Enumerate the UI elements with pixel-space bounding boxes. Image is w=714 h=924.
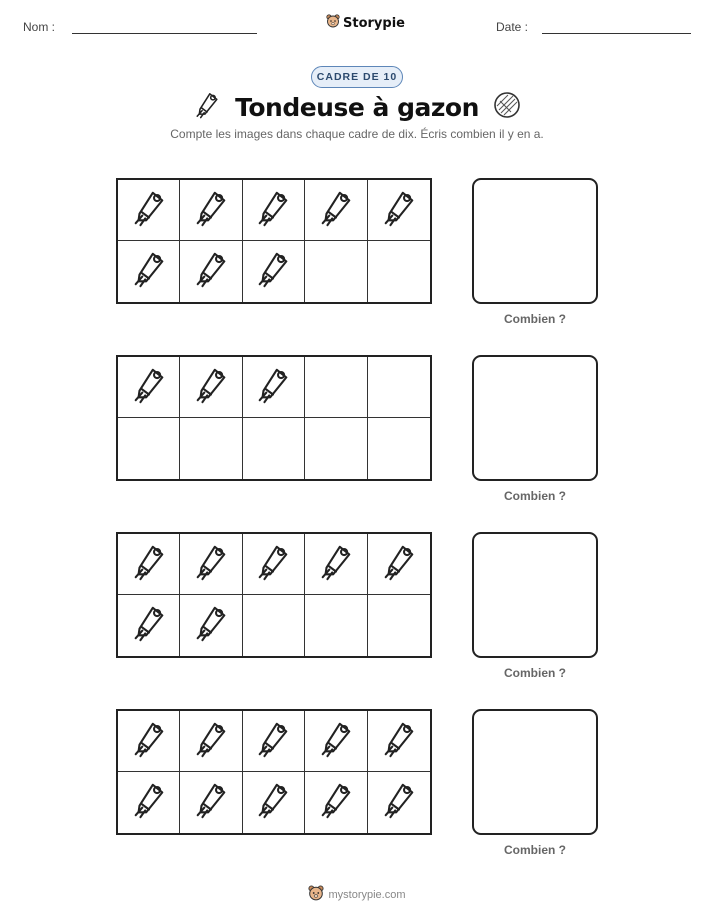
frame-cell [118,711,180,772]
frame-cell [118,357,180,418]
mower-icon [192,189,230,232]
frame-cell [243,534,305,595]
frame-cell [180,772,242,833]
name-label: Nom : [23,20,56,34]
frame-cell [368,241,430,302]
mower-icon [130,189,168,232]
grass-ball-icon [493,91,521,124]
mower-icon [317,543,355,586]
frame-cell [243,711,305,772]
frame-cell [368,595,430,656]
frame-cell [180,418,242,479]
page-title: Tondeuse à gazon [235,93,479,122]
frame-cell [118,180,180,241]
mower-icon [130,781,168,824]
footer [0,885,714,904]
mower-icon [254,250,292,293]
answer-prompt: Combien ? [504,489,566,503]
frame-cell [305,418,367,479]
mower-icon [192,543,230,586]
answer-prompt: Combien ? [504,312,566,326]
mower-icon [193,90,221,125]
frame-cell [180,241,242,302]
mower-icon [192,720,230,763]
frame-cell [243,241,305,302]
mower-icon [192,366,230,409]
mower-icon [254,189,292,232]
footer-url[interactable]: mystorypie.com [328,888,406,901]
ten-frame [116,355,432,481]
category-badge: CADRE DE 10 [311,66,403,88]
answer-prompt: Combien ? [504,666,566,680]
answer-box[interactable] [472,355,598,481]
title-row [0,90,714,125]
brand-name: Storypie [343,15,405,31]
frame-cell [180,595,242,656]
mower-icon [254,781,292,824]
mower-icon [380,189,418,232]
frame-cell [243,418,305,479]
frame-cell [368,418,430,479]
frame-cell [305,241,367,302]
date-line[interactable] [542,33,691,34]
frame-cell [305,180,367,241]
mower-icon [380,543,418,586]
ten-frame [116,178,432,304]
mower-icon [317,720,355,763]
frame-cell [368,180,430,241]
frame-cell [243,180,305,241]
ten-frame [116,709,432,835]
mower-icon [130,604,168,647]
brand-logo [326,14,405,32]
answer-prompt: Combien ? [504,843,566,857]
frame-cell [305,357,367,418]
answer-box[interactable] [472,709,598,835]
frame-cell [368,772,430,833]
ten-frame [116,532,432,658]
frame-cell [305,595,367,656]
frame-cell [118,418,180,479]
mower-icon [254,543,292,586]
mower-icon [317,189,355,232]
mower-icon [192,781,230,824]
frame-cell [305,534,367,595]
mower-icon [130,543,168,586]
frame-cell [368,534,430,595]
bear-mascot-icon [308,885,324,904]
answer-box[interactable] [472,532,598,658]
mower-icon [380,720,418,763]
frame-cell [180,180,242,241]
frame-cell [180,534,242,595]
mower-icon [130,366,168,409]
mower-icon [254,720,292,763]
mower-icon [192,250,230,293]
mower-icon [380,781,418,824]
frame-cell [118,595,180,656]
frame-cell [180,711,242,772]
frame-cell [243,772,305,833]
frame-cell [243,595,305,656]
frame-cell [118,534,180,595]
answer-box[interactable] [472,178,598,304]
frame-cell [118,772,180,833]
mower-icon [254,366,292,409]
mower-icon [317,781,355,824]
mower-icon [192,604,230,647]
frame-cell [243,357,305,418]
frame-cell [180,357,242,418]
frame-cell [305,772,367,833]
frame-cell [368,357,430,418]
bear-mascot-icon [326,14,340,32]
frame-cell [305,711,367,772]
mower-icon [130,720,168,763]
mower-icon [130,250,168,293]
frame-cell [368,711,430,772]
name-line[interactable] [72,33,257,34]
frame-cell [118,241,180,302]
instructions: Compte les images dans chaque cadre de dix. Écris combien il y en a. [170,127,544,141]
date-label: Date : [496,20,529,34]
